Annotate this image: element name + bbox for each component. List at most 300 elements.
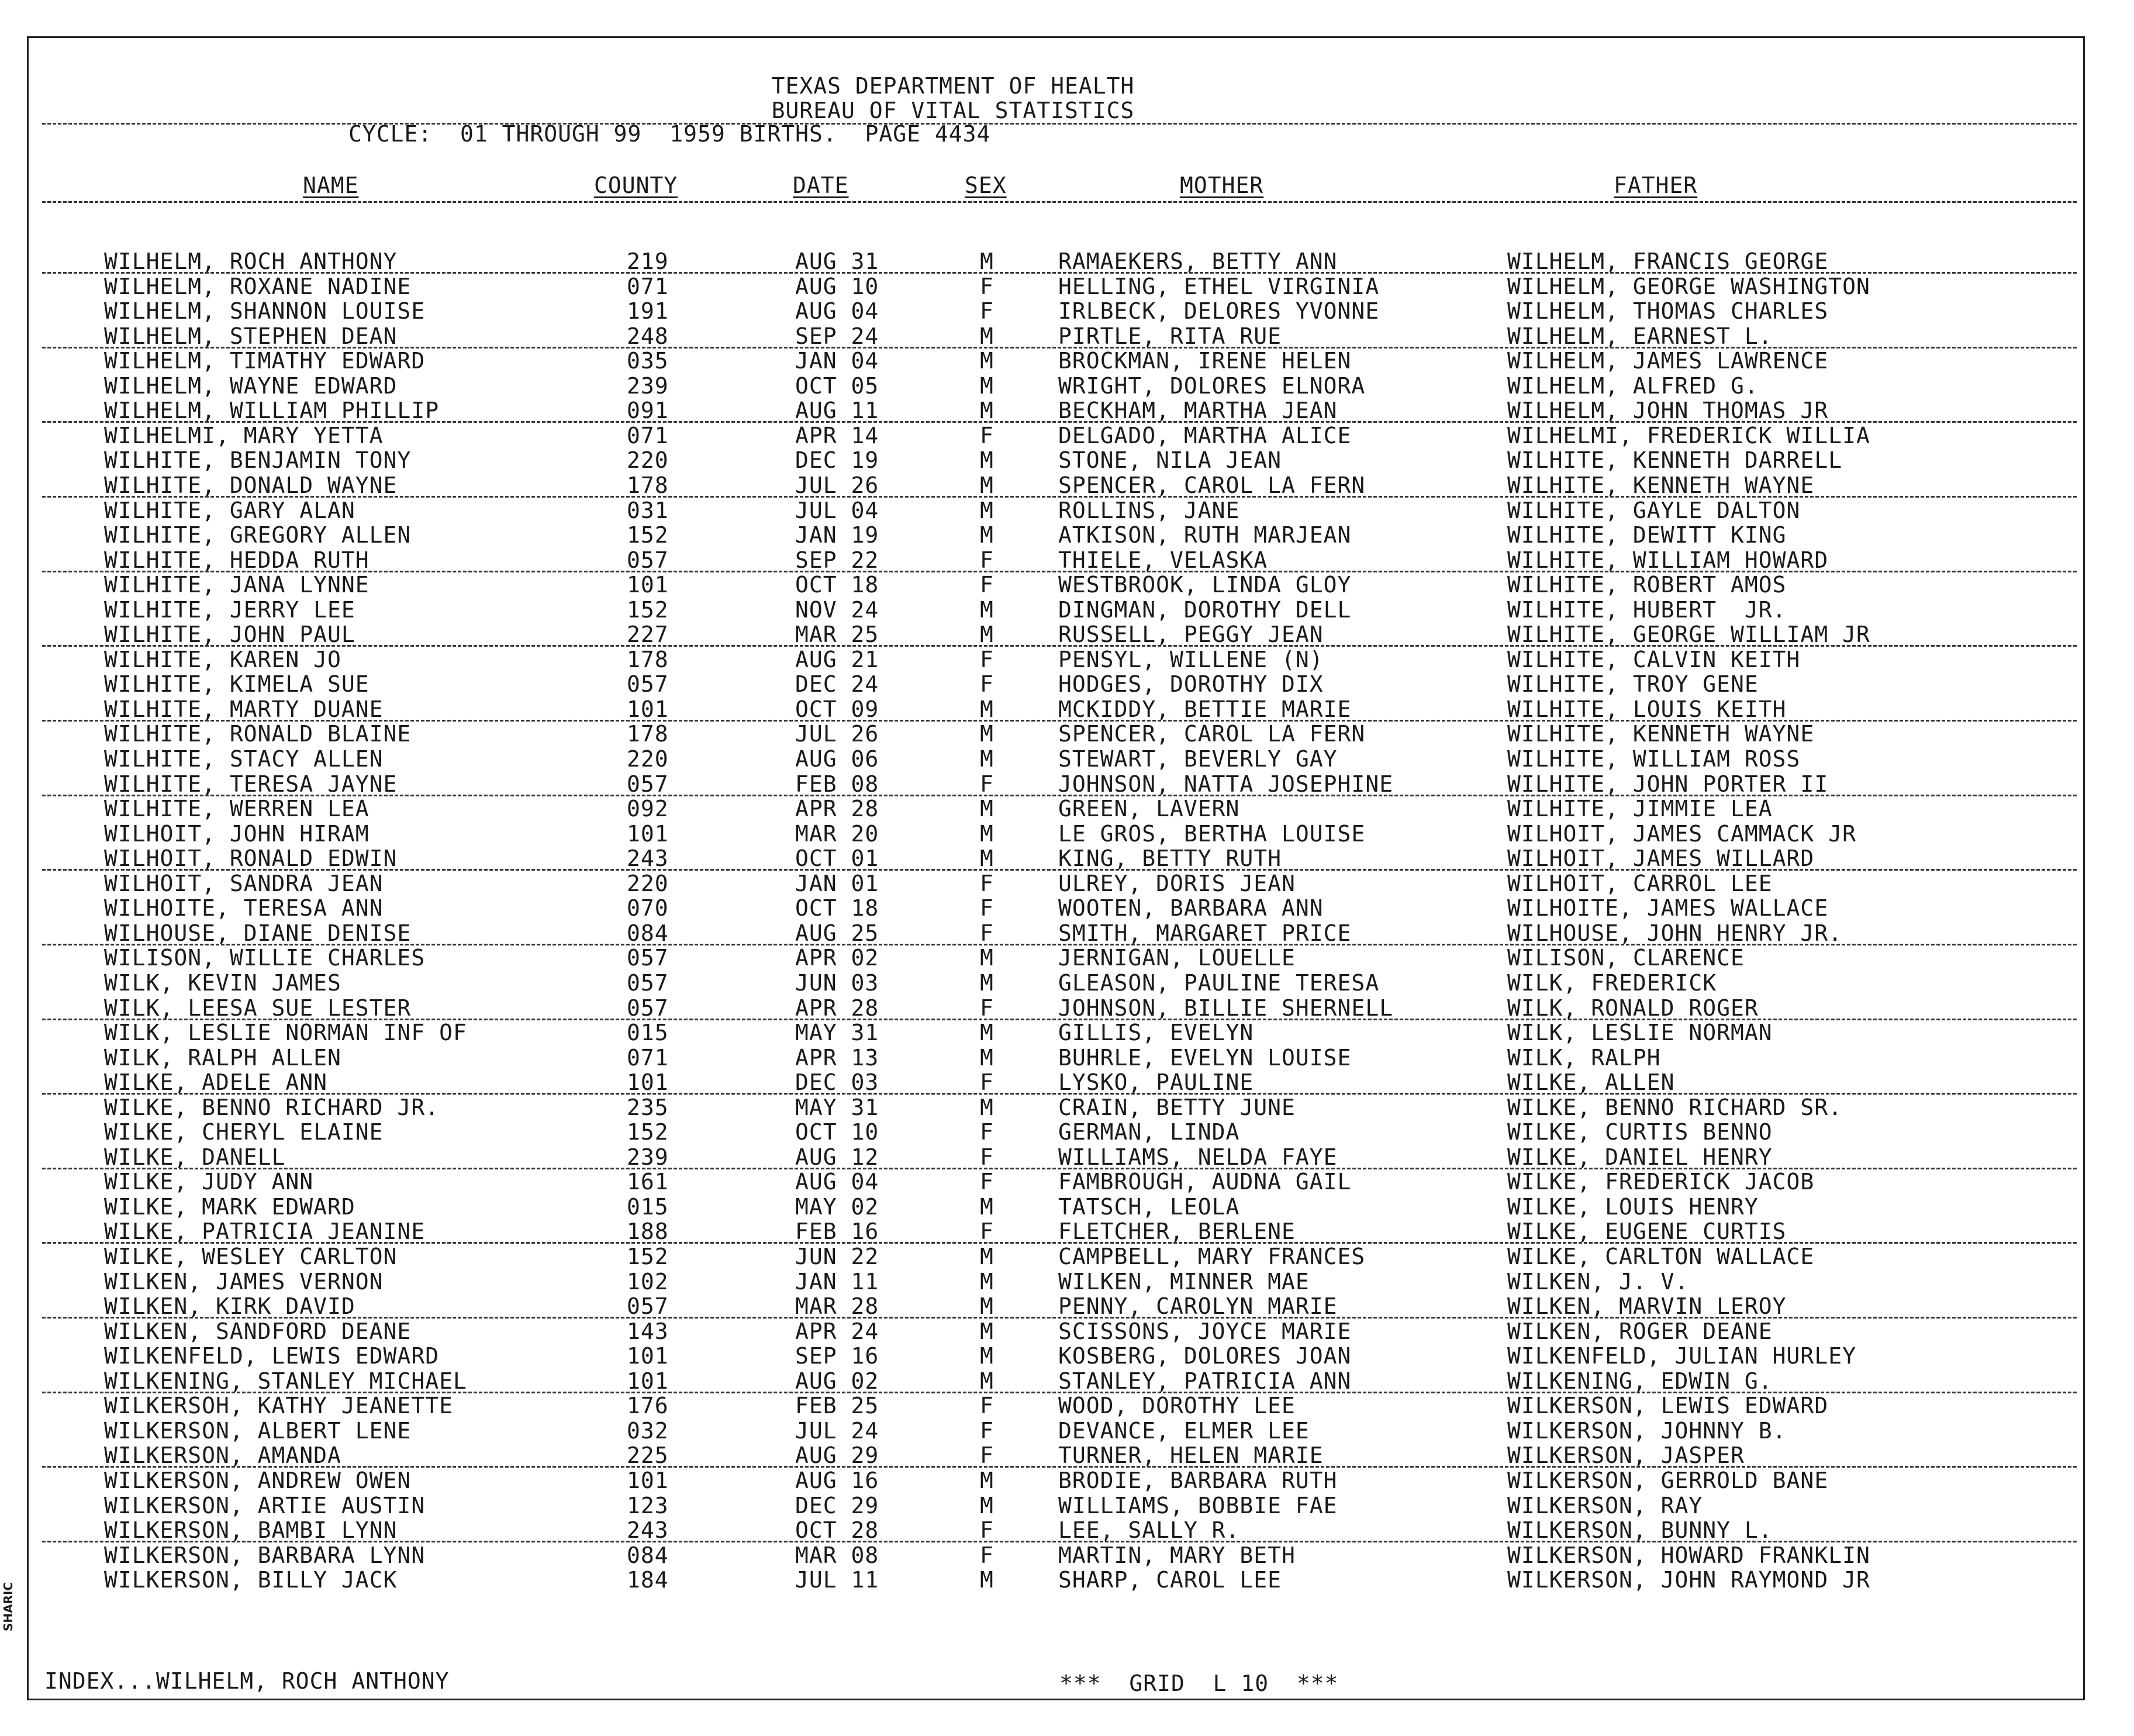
cell-father: WILHITE, KENNETH DARRELL: [1507, 447, 1843, 474]
cell-sex: M: [980, 497, 994, 523]
cell-date: NOV 24: [795, 596, 879, 623]
cell-county: 220: [627, 870, 669, 896]
table-row: [0, 1419, 2134, 1443]
cell-date: MAY 02: [795, 1193, 879, 1220]
cell-name: WILHOIT, RONALD EDWIN: [104, 845, 398, 872]
cell-mother: HODGES, DOROTHY DIX: [1058, 671, 1324, 698]
table-row: [0, 747, 2134, 771]
cell-sex: F: [980, 671, 994, 698]
cell-sex: F: [980, 1517, 994, 1544]
cell-date: AUG 02: [795, 1368, 879, 1394]
cell-father: WILHELMI, FREDERICK WILLIA: [1507, 422, 1870, 448]
table-row: [0, 473, 2134, 498]
cell-sex: M: [980, 1094, 994, 1120]
cell-date: APR 24: [795, 1318, 879, 1344]
cell-county: 178: [627, 721, 669, 747]
divider: [42, 1093, 2077, 1095]
cell-mother: WOOTEN, BARBARA ANN: [1058, 895, 1324, 922]
cell-sex: F: [980, 422, 994, 448]
cell-date: AUG 06: [795, 746, 879, 772]
cell-county: 057: [627, 1293, 669, 1320]
cell-mother: DEVANCE, ELMER LEE: [1058, 1417, 1310, 1444]
cell-mother: ROLLINS, JANE: [1058, 497, 1240, 523]
cell-name: WILKERSON, ALBERT LENE: [104, 1417, 412, 1444]
cell-county: 102: [627, 1268, 669, 1295]
cell-county: 243: [627, 1517, 669, 1544]
divider: [42, 1168, 2077, 1169]
cell-date: DEC 19: [795, 447, 879, 474]
table-row: [0, 374, 2134, 398]
cell-mother: BECKHAM, MARTHA JEAN: [1058, 398, 1338, 424]
cell-county: 057: [627, 945, 669, 971]
cell-name: WILHITE, TERESA JAYNE: [104, 771, 398, 797]
table-row: [0, 1393, 2134, 1418]
cell-mother: WILLIAMS, BOBBIE FAE: [1058, 1492, 1338, 1518]
cell-mother: STONE, NILA JEAN: [1058, 447, 1282, 474]
cell-sex: F: [980, 1542, 994, 1568]
cell-sex: M: [980, 696, 994, 722]
cell-father: WILKERSON, JOHN RAYMOND JR: [1507, 1567, 1870, 1593]
cell-county: 143: [627, 1318, 669, 1344]
table-row: [0, 722, 2134, 746]
cell-mother: JERNIGAN, LOUELLE: [1058, 945, 1296, 971]
cell-name: WILHELM, ROXANE NADINE: [104, 273, 412, 299]
divider: [42, 720, 2077, 722]
cell-date: FEB 08: [795, 771, 879, 797]
cell-date: OCT 09: [795, 696, 879, 722]
cell-name: WILHELM, STEPHEN DEAN: [104, 323, 398, 349]
divider: [42, 1541, 2077, 1542]
table-row: [0, 398, 2134, 423]
cell-sex: M: [980, 845, 994, 872]
cell-county: 057: [627, 969, 669, 996]
cell-mother: FLETCHER, BERLENE: [1058, 1219, 1296, 1245]
table-row: [0, 697, 2134, 722]
cell-name: WILK, LESLIE NORMAN INF OF: [104, 1020, 467, 1046]
table-row: [0, 348, 2134, 373]
cell-name: WILHITE, HEDDA RUTH: [104, 547, 370, 573]
cell-sex: F: [980, 1219, 994, 1245]
table-row: [0, 1020, 2134, 1045]
cell-name: WILKE, BENNO RICHARD JR.: [104, 1094, 440, 1120]
cell-name: WILKE, PATRICIA JEANINE: [104, 1219, 426, 1245]
cell-county: 191: [627, 298, 669, 325]
table-row: [0, 971, 2134, 995]
cell-date: OCT 18: [795, 572, 879, 598]
col-name-header: NAME: [303, 172, 359, 198]
cell-mother: STEWART, BEVERLY GAY: [1058, 746, 1338, 772]
cell-father: WILKEN, MARVIN LEROY: [1507, 1293, 1787, 1320]
cell-sex: M: [980, 596, 994, 623]
cell-date: OCT 28: [795, 1517, 879, 1544]
table-row: [0, 324, 2134, 348]
divider: [42, 1392, 2077, 1393]
cell-county: 071: [627, 273, 669, 299]
cell-county: 101: [627, 572, 669, 598]
cell-mother: JOHNSON, BILLIE SHERNELL: [1058, 995, 1394, 1021]
cell-mother: WILKEN, MINNER MAE: [1058, 1268, 1310, 1295]
table-row: [0, 871, 2134, 896]
cell-name: WILHOIT, SANDRA JEAN: [104, 870, 384, 896]
cell-mother: KOSBERG, DOLORES JOAN: [1058, 1343, 1352, 1369]
cell-date: FEB 25: [795, 1393, 879, 1419]
cell-county: 101: [627, 1368, 669, 1394]
cell-date: JUN 03: [795, 969, 879, 996]
cell-name: WILKE, WESLEY CARLTON: [104, 1244, 398, 1269]
divider: [42, 1019, 2077, 1020]
cell-name: WILHITE, BENJAMIN TONY: [104, 447, 412, 474]
table-row: [0, 822, 2134, 846]
cell-father: WILHITE, HUBERT JR.: [1507, 596, 1787, 623]
cell-county: 178: [627, 472, 669, 498]
cell-mother: MCKIDDY, BETTIE MARIE: [1058, 696, 1352, 722]
cell-mother: PIRTLE, RITA RUE: [1058, 323, 1282, 349]
cell-county: 032: [627, 1417, 669, 1444]
cell-sex: M: [980, 1244, 994, 1269]
table-row: [0, 598, 2134, 622]
cell-sex: M: [980, 622, 994, 648]
table-row: [0, 423, 2134, 448]
cell-date: AUG 21: [795, 646, 879, 672]
cell-father: WILHITE, JOHN PORTER II: [1507, 771, 1829, 797]
cell-county: 015: [627, 1020, 669, 1046]
cell-name: WILHOITE, TERESA ANN: [104, 895, 384, 922]
cell-mother: LE GROS, BERTHA LOUISE: [1058, 820, 1366, 847]
cell-sex: F: [980, 1442, 994, 1469]
cell-mother: SHARP, CAROL LEE: [1058, 1567, 1282, 1593]
cell-father: WILKERSON, LEWIS EDWARD: [1507, 1393, 1829, 1419]
cell-name: WILKERSON, BAMBI LYNN: [104, 1517, 398, 1544]
cell-father: WILHELM, ALFRED G.: [1507, 372, 1759, 399]
cell-name: WILKEN, SANDFORD DEANE: [104, 1318, 412, 1344]
col-sex-header: SEX: [965, 172, 1007, 198]
table-row: [0, 1070, 2134, 1095]
cell-name: WILHELM, WAYNE EDWARD: [104, 372, 398, 399]
divider: [42, 1466, 2077, 1468]
cell-mother: CAMPBELL, MARY FRANCES: [1058, 1244, 1366, 1269]
cell-father: WILK, FREDERICK: [1507, 969, 1717, 996]
cell-date: OCT 05: [795, 372, 879, 399]
cell-date: JAN 19: [795, 522, 879, 548]
cell-name: WILKEN, JAMES VERNON: [104, 1268, 384, 1295]
table-row: [0, 1244, 2134, 1269]
cell-mother: IRLBECK, DELORES YVONNE: [1058, 298, 1380, 325]
cell-father: WILKE, CARLTON WALLACE: [1507, 1244, 1815, 1269]
cell-name: WILKERSON, ANDREW OWEN: [104, 1467, 412, 1493]
table-row: [0, 448, 2134, 472]
cell-date: DEC 03: [795, 1069, 879, 1096]
cell-county: 070: [627, 895, 669, 922]
cell-father: WILHOITE, JAMES WALLACE: [1507, 895, 1829, 922]
cell-county: 243: [627, 845, 669, 872]
table-row: [0, 1294, 2134, 1319]
cell-date: JUL 26: [795, 472, 879, 498]
cell-county: 152: [627, 522, 669, 548]
cell-mother: SMITH, MARGARET PRICE: [1058, 920, 1352, 946]
cell-date: MAR 08: [795, 1542, 879, 1568]
cell-sex: M: [980, 1567, 994, 1593]
cell-sex: F: [980, 1169, 994, 1195]
cell-father: WILKE, ALLEN: [1507, 1069, 1675, 1096]
cell-father: WILHITE, DEWITT KING: [1507, 522, 1787, 548]
cell-name: WILKERSON, AMANDA: [104, 1442, 341, 1469]
cell-date: MAY 31: [795, 1094, 879, 1120]
cell-mother: GILLIS, EVELYN: [1058, 1020, 1254, 1046]
cell-sex: M: [980, 746, 994, 772]
cell-father: WILHITE, WILLIAM ROSS: [1507, 746, 1801, 772]
cell-mother: SPENCER, CAROL LA FERN: [1058, 472, 1366, 498]
cell-date: AUG 16: [795, 1467, 879, 1493]
footer-index: INDEX...WILHELM, ROCH ANTHONY: [44, 1668, 450, 1694]
cell-date: MAR 25: [795, 622, 879, 648]
cell-father: WILKERSON, BUNNY L.: [1507, 1517, 1773, 1544]
cell-sex: M: [980, 398, 994, 424]
cell-county: 219: [627, 249, 669, 274]
cell-mother: MARTIN, MARY BETH: [1058, 1542, 1296, 1568]
cell-sex: M: [980, 945, 994, 971]
cell-sex: F: [980, 870, 994, 896]
cell-county: 035: [627, 348, 669, 374]
cell-county: 057: [627, 547, 669, 573]
cell-name: WILHELM, TIMATHY EDWARD: [104, 348, 426, 374]
cell-date: JUN 22: [795, 1244, 879, 1269]
cell-sex: M: [980, 1492, 994, 1518]
cell-sex: F: [980, 646, 994, 672]
cell-name: WILHITE, GARY ALAN: [104, 497, 355, 523]
cell-mother: ULREY, DORIS JEAN: [1058, 870, 1296, 896]
header-title: TEXAS DEPARTMENT OF HEALTH: [771, 73, 1135, 99]
cell-name: WILKE, JUDY ANN: [104, 1169, 314, 1195]
cell-mother: SPENCER, CAROL LA FERN: [1058, 721, 1366, 747]
table-row: [0, 249, 2134, 274]
cell-sex: M: [980, 348, 994, 374]
cell-sex: M: [980, 1368, 994, 1394]
cell-name: WILKENFELD, LEWIS EDWARD: [104, 1343, 440, 1369]
table-row: [0, 1169, 2134, 1194]
cell-date: SEP 22: [795, 547, 879, 573]
cell-father: WILHELM, GEORGE WASHINGTON: [1507, 273, 1870, 299]
divider: [42, 421, 2077, 423]
cell-father: WILKENING, EDWIN G.: [1507, 1368, 1773, 1394]
cell-county: 101: [627, 1467, 669, 1493]
cell-father: WILKERSON, RAY: [1507, 1492, 1703, 1518]
cell-mother: CRAIN, BETTY JUNE: [1058, 1094, 1296, 1120]
cell-name: WILHITE, KIMELA SUE: [104, 671, 370, 698]
col-date-header: DATE: [793, 172, 849, 198]
cell-county: 248: [627, 323, 669, 349]
cell-county: 225: [627, 1442, 669, 1469]
cell-mother: KING, BETTY RUTH: [1058, 845, 1282, 872]
table-row: [0, 1195, 2134, 1219]
table-row: [0, 1319, 2134, 1344]
cell-name: WILHITE, KAREN JO: [104, 646, 341, 672]
cell-date: DEC 29: [795, 1492, 879, 1518]
cell-mother: WESTBROOK, LINDA GLOY: [1058, 572, 1352, 598]
cell-date: MAR 20: [795, 820, 879, 847]
cell-sex: M: [980, 323, 994, 349]
cell-father: WILHITE, LOUIS KEITH: [1507, 696, 1787, 722]
cell-name: WILKE, MARK EDWARD: [104, 1193, 355, 1220]
cell-name: WILHOIT, JOHN HIRAM: [104, 820, 370, 847]
divider: [42, 795, 2077, 796]
cell-sex: F: [980, 547, 994, 573]
table-row: [0, 274, 2134, 299]
table-row: [0, 672, 2134, 696]
cell-mother: RUSSELL, PEGGY JEAN: [1058, 622, 1324, 648]
cell-county: 184: [627, 1567, 669, 1593]
table-row: [0, 1543, 2134, 1568]
cell-county: 031: [627, 497, 669, 523]
cell-father: WILKERSON, GERROLD BANE: [1507, 1467, 1829, 1493]
cell-county: 152: [627, 596, 669, 623]
cell-father: WILHOUSE, JOHN HENRY JR.: [1507, 920, 1843, 946]
cell-mother: PENNY, CAROLYN MARIE: [1058, 1293, 1338, 1320]
cell-date: JAN 01: [795, 870, 879, 896]
cell-date: APR 02: [795, 945, 879, 971]
cell-father: WILKERSON, JASPER: [1507, 1442, 1745, 1469]
cell-county: 084: [627, 920, 669, 946]
cell-father: WILHITE, WILLIAM HOWARD: [1507, 547, 1829, 573]
cell-sex: F: [980, 771, 994, 797]
divider: [42, 944, 2077, 945]
cell-name: WILHELMI, MARY YETTA: [104, 422, 384, 448]
cell-father: WILKERSON, JOHNNY B.: [1507, 1417, 1787, 1444]
cell-county: 091: [627, 398, 669, 424]
cell-father: WILKENFELD, JULIAN HURLEY: [1507, 1343, 1856, 1369]
cell-county: 152: [627, 1244, 669, 1269]
cell-mother: SCISSONS, JOYCE MARIE: [1058, 1318, 1352, 1344]
table-row: [0, 523, 2134, 547]
cell-sex: M: [980, 969, 994, 996]
cell-name: WILKERSON, ARTIE AUSTIN: [104, 1492, 426, 1518]
cell-mother: THIELE, VELASKA: [1058, 547, 1268, 573]
col-father-header: FATHER: [1614, 172, 1698, 198]
cell-father: WILKE, LOUIS HENRY: [1507, 1193, 1759, 1220]
cell-county: 057: [627, 995, 669, 1021]
cell-mother: LEE, SALLY R.: [1058, 1517, 1240, 1544]
cell-sex: F: [980, 920, 994, 946]
cell-county: 176: [627, 1393, 669, 1419]
cell-date: APR 28: [795, 995, 879, 1021]
cell-mother: RAMAEKERS, BETTY ANN: [1058, 249, 1338, 274]
table-row: [0, 572, 2134, 597]
cell-name: WILHITE, GREGORY ALLEN: [104, 522, 412, 548]
cell-date: AUG 10: [795, 273, 879, 299]
cell-county: 101: [627, 696, 669, 722]
cell-father: WILHELM, JAMES LAWRENCE: [1507, 348, 1829, 374]
cell-father: WILHITE, GEORGE WILLIAM JR: [1507, 622, 1870, 648]
cell-county: 092: [627, 796, 669, 822]
cell-sex: M: [980, 1044, 994, 1071]
cell-father: WILKE, BENNO RICHARD SR.: [1507, 1094, 1843, 1120]
table-row: [0, 1095, 2134, 1120]
cell-mother: DELGADO, MARTHA ALICE: [1058, 422, 1352, 448]
divider: [42, 347, 2077, 348]
cell-name: WILKENING, STANLEY MICHAEL: [104, 1368, 467, 1394]
cell-father: WILK, RALPH: [1507, 1044, 1661, 1071]
cell-name: WILKEN, KIRK DAVID: [104, 1293, 355, 1320]
cell-date: JUL 24: [795, 1417, 879, 1444]
cell-father: WILHITE, KENNETH WAYNE: [1507, 721, 1815, 747]
cell-date: AUG 25: [795, 920, 879, 946]
cell-date: FEB 16: [795, 1219, 879, 1245]
cell-sex: F: [980, 1069, 994, 1096]
cell-date: DEC 24: [795, 671, 879, 698]
cell-date: MAY 31: [795, 1020, 879, 1046]
cell-county: 220: [627, 447, 669, 474]
cell-county: 084: [627, 1542, 669, 1568]
divider: [42, 123, 2077, 125]
cell-mother: BRODIE, BARBARA RUTH: [1058, 1467, 1338, 1493]
table-row: [0, 1369, 2134, 1393]
cell-father: WILHELM, THOMAS CHARLES: [1507, 298, 1829, 325]
cell-father: WILKE, FREDERICK JACOB: [1507, 1169, 1815, 1195]
cell-name: WILISON, WILLIE CHARLES: [104, 945, 426, 971]
cell-county: 057: [627, 771, 669, 797]
cell-sex: M: [980, 1343, 994, 1369]
cell-father: WILHOIT, CARROL LEE: [1507, 870, 1773, 896]
cell-date: AUG 04: [795, 298, 879, 325]
cell-date: JAN 04: [795, 348, 879, 374]
cell-name: WILKE, DANELL: [104, 1144, 286, 1170]
cell-date: OCT 01: [795, 845, 879, 872]
cell-sex: F: [980, 1417, 994, 1444]
cell-father: WILK, LESLIE NORMAN: [1507, 1020, 1773, 1046]
table-row: [0, 1493, 2134, 1518]
cell-mother: BUHRLE, EVELYN LOUISE: [1058, 1044, 1352, 1071]
cell-name: WILHOUSE, DIANE DENISE: [104, 920, 412, 946]
cell-county: 101: [627, 1069, 669, 1096]
cell-name: WILHITE, JERRY LEE: [104, 596, 355, 623]
cell-date: SEP 24: [795, 323, 879, 349]
cell-date: AUG 31: [795, 249, 879, 274]
cell-sex: F: [980, 1393, 994, 1419]
cell-father: WILK, RONALD ROGER: [1507, 995, 1759, 1021]
cell-sex: M: [980, 522, 994, 548]
cell-county: 101: [627, 820, 669, 847]
cell-mother: GREEN, LAVERN: [1058, 796, 1240, 822]
table-row: [0, 945, 2134, 970]
cell-mother: BROCKMAN, IRENE HELEN: [1058, 348, 1352, 374]
divider: [42, 496, 2077, 498]
cell-father: WILHITE, CALVIN KEITH: [1507, 646, 1801, 672]
cell-date: JUL 11: [795, 1567, 879, 1593]
cell-name: WILK, LEESA SUE LESTER: [104, 995, 412, 1021]
divider: [42, 1317, 2077, 1319]
table-row: [0, 548, 2134, 572]
col-county-header: COUNTY: [594, 172, 678, 198]
cell-county: 057: [627, 671, 669, 698]
cell-sex: M: [980, 721, 994, 747]
cell-sex: F: [980, 1144, 994, 1170]
table-row: [0, 1120, 2134, 1144]
cell-date: JUL 26: [795, 721, 879, 747]
cell-father: WILHITE, TROY GENE: [1507, 671, 1759, 698]
cell-mother: GLEASON, PAULINE TERESA: [1058, 969, 1380, 996]
table-row: [0, 996, 2134, 1020]
cell-father: WILHOIT, JAMES WILLARD: [1507, 845, 1815, 872]
cell-mother: FAMBROUGH, AUDNA GAIL: [1058, 1169, 1352, 1195]
cell-name: WILHITE, DONALD WAYNE: [104, 472, 398, 498]
cell-father: WILKEN, J. V.: [1507, 1268, 1689, 1295]
side-tag: SHARIC: [1, 1582, 15, 1631]
cell-sex: M: [980, 1268, 994, 1295]
cell-name: WILK, RALPH ALLEN: [104, 1044, 341, 1071]
cell-sex: F: [980, 572, 994, 598]
cell-mother: TURNER, HELEN MARIE: [1058, 1442, 1324, 1469]
divider: [42, 869, 2077, 871]
cell-county: 071: [627, 1044, 669, 1071]
